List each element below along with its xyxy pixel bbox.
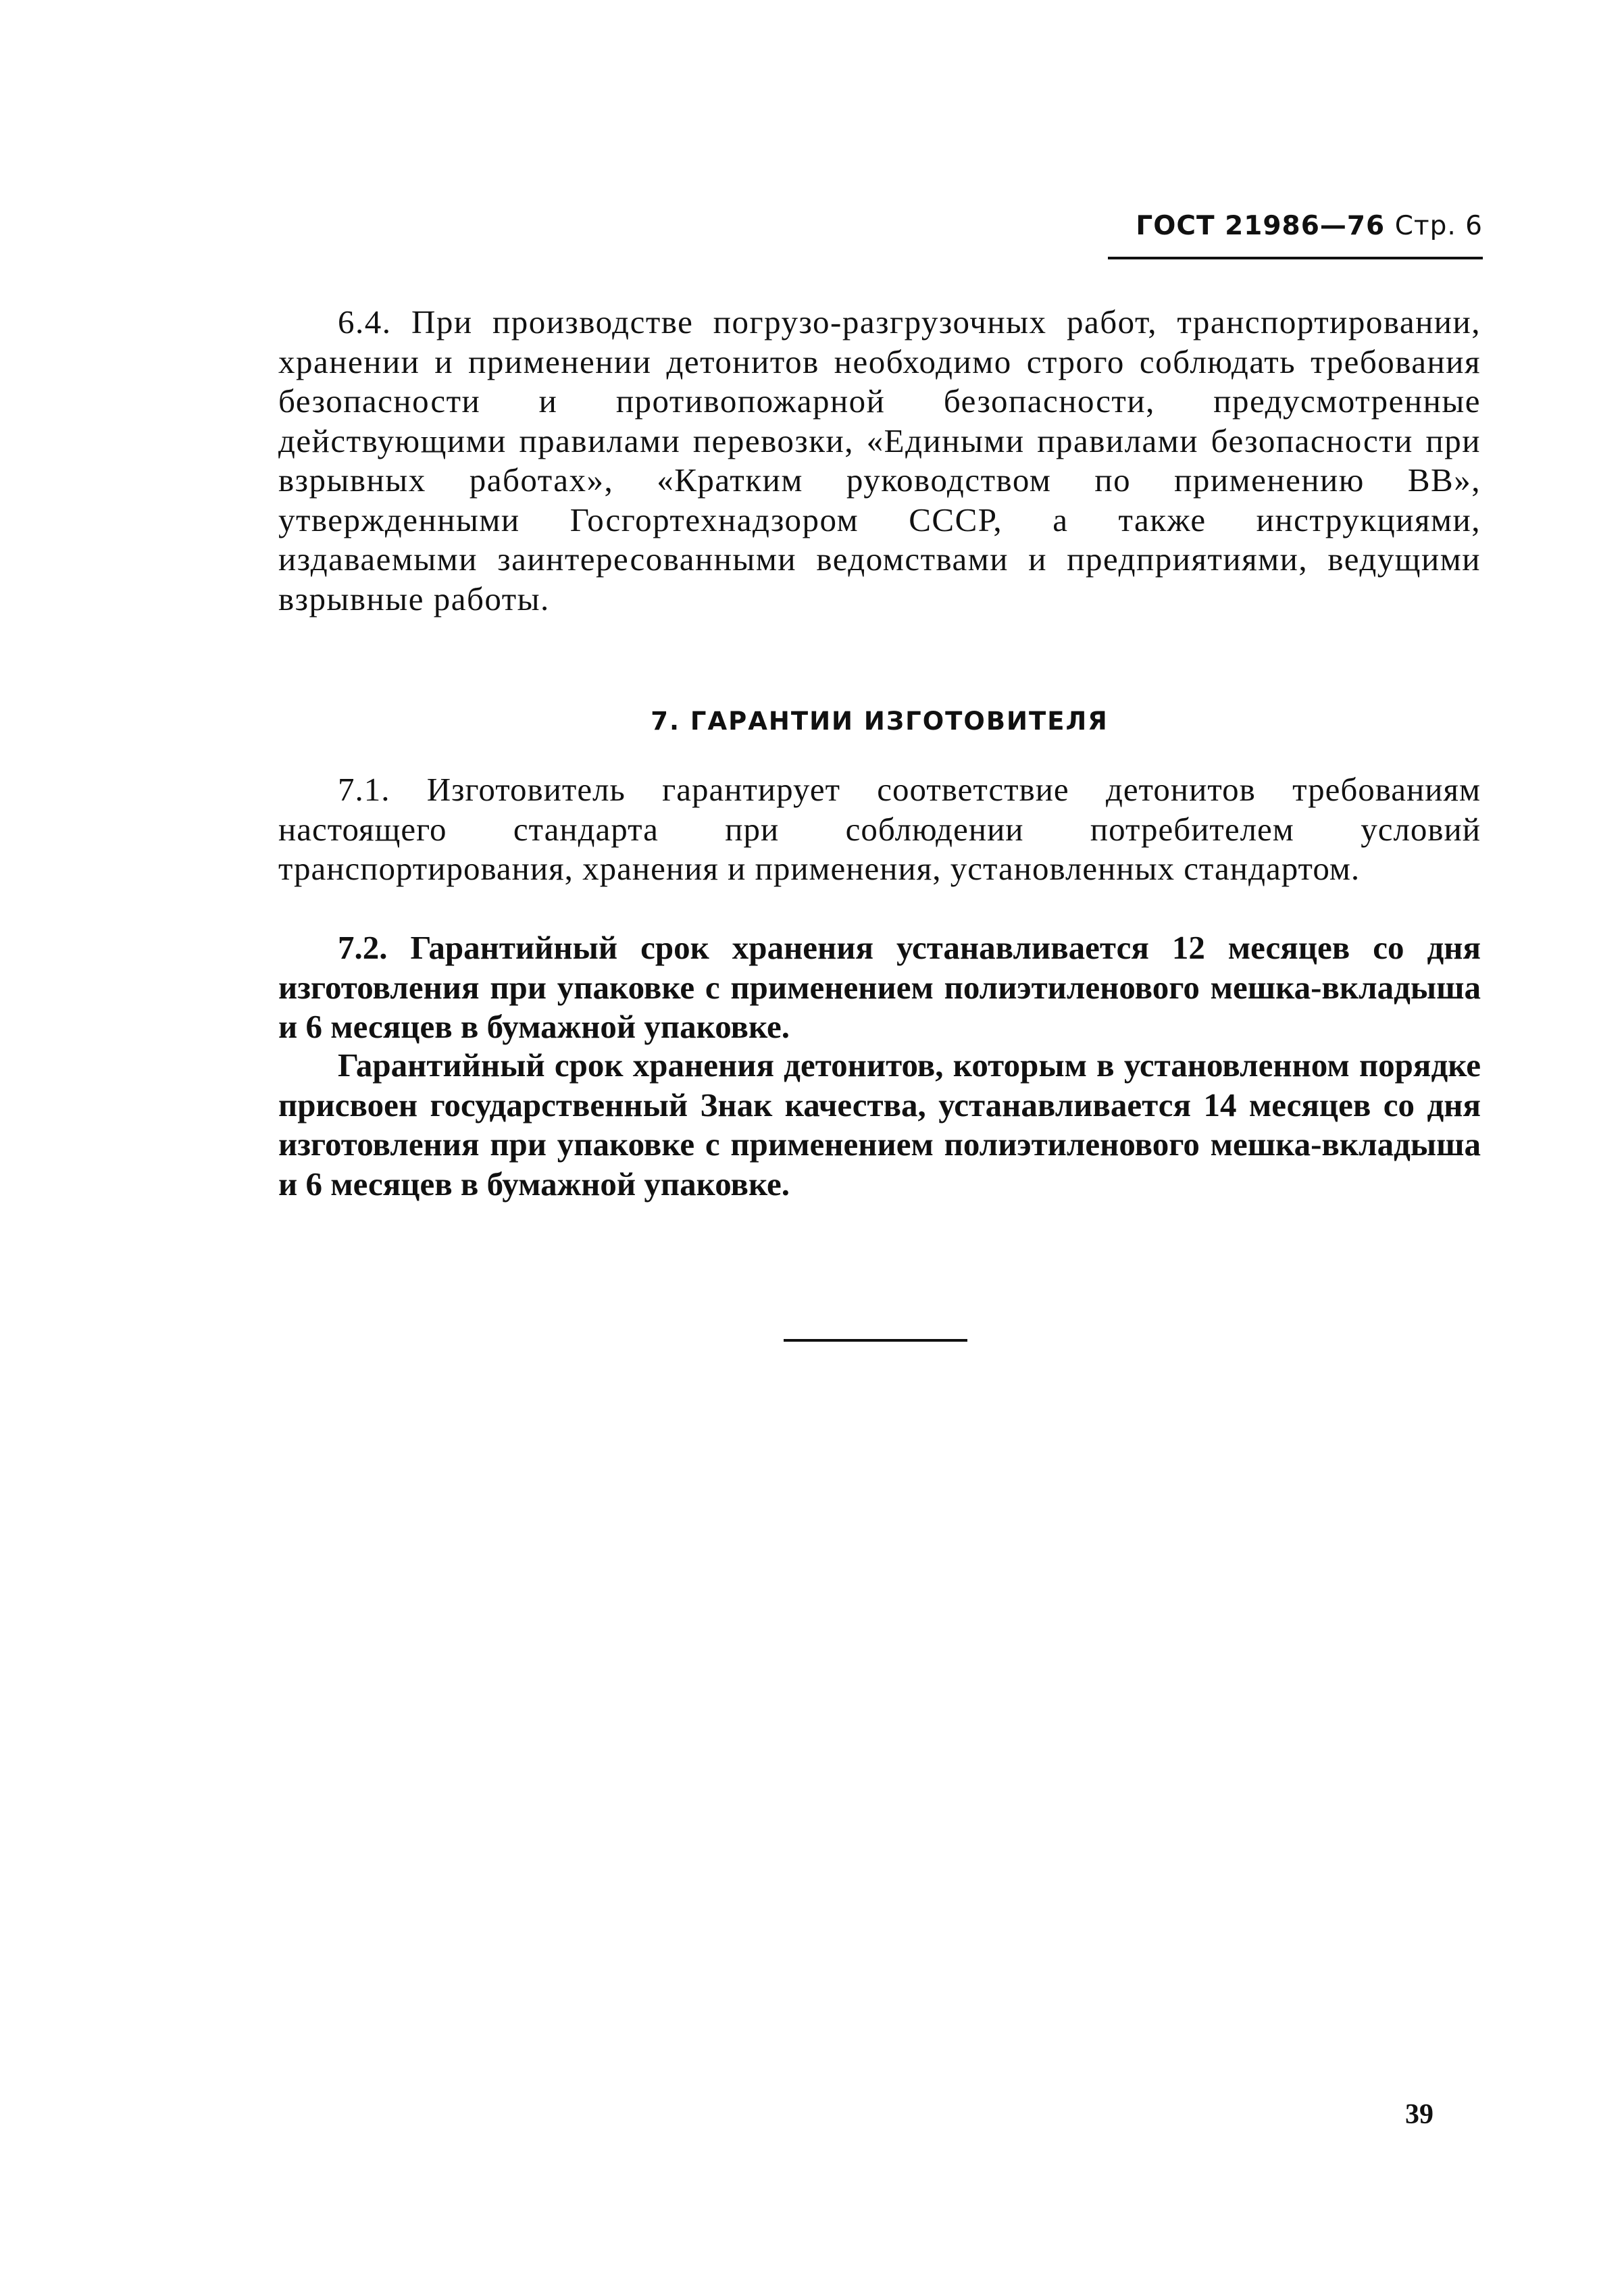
end-rule: [784, 1339, 967, 1342]
header-rule: [1108, 257, 1483, 259]
paragraph-quality-mark: Гарантийный срок хранения детонитов, которым в установленном порядке присвоен государственный Знак качества, устанавливается 14 месяцев со дня изготовления при упаковке с применением полиэтиленового мешка-вкладыша и 6 месяцев в бумажной упаковке.: [278, 1046, 1481, 1203]
standard-number: ГОСТ 21986—76: [1136, 211, 1386, 241]
section-title-7: 7. ГАРАНТИИ ИЗГОТОВИТЕЛЯ: [651, 707, 1109, 736]
paragraph-7-1: 7.1. Изготовитель гарантирует соответствие детонитов требованиям настоящего стандарта при соблюдении потребителем условий транспортирования, хранения и применения, установленных стандартом.: [278, 771, 1481, 887]
page-label: Стр. 6: [1394, 211, 1483, 241]
paragraph-6-4: 6.4. При производстве погрузо-разгрузочных работ, транспортировании, хранении и применении детонитов необходимо строго соблюдать требования безопасности и противопожарной безопасности, предусмотренные действующими правилами перевозки, «Едиными правилами безопасности при взрывных работах», «Кратким руководством по применению ВВ», утвержденными Госгортехнадзором СССР, а также инструкциями, издаваемыми заинтересованными ведомствами и предприятиями, ведущими взрывные работы.: [278, 303, 1481, 617]
page-header: [1108, 211, 1483, 241]
page-number: 39: [1405, 2099, 1433, 2130]
paragraph-7-2: 7.2. Гарантийный срок хранения устанавливается 12 месяцев со дня изготовления при упаковке с применением полиэтиленового мешка-вкладыша и 6 месяцев в бумажной упаковке.: [278, 929, 1481, 1045]
